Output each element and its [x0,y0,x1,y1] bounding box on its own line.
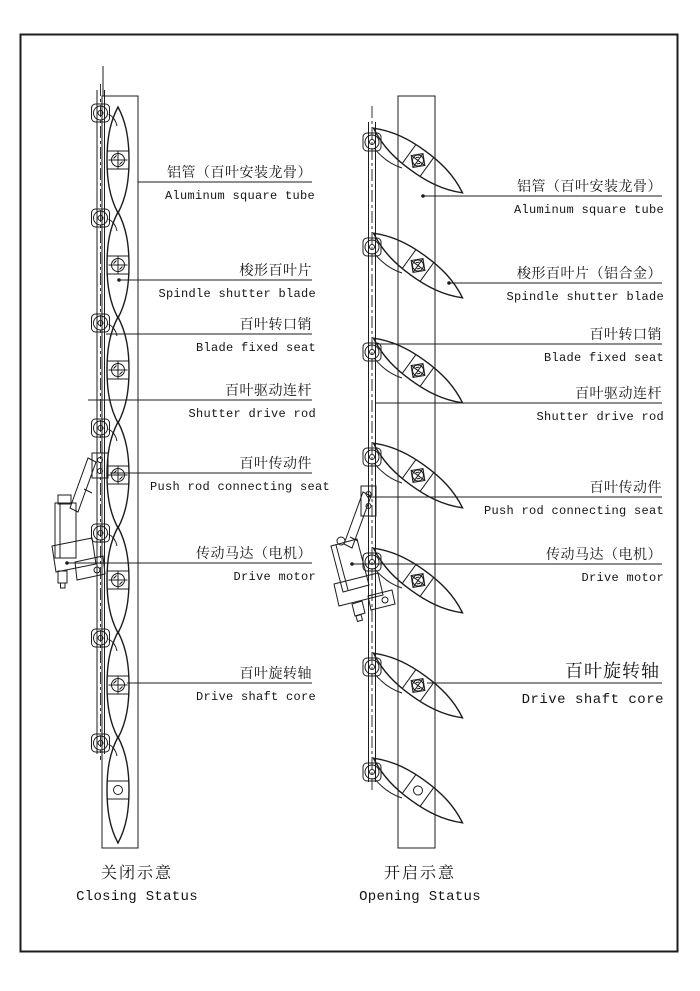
leader-dot [447,281,451,285]
drive-motor-assembly [331,486,395,622]
left-label-aluminum-tube [138,164,315,203]
right-caption [359,864,481,905]
right-label-blade-fixed-seat [376,326,664,365]
right-label-shaft-core [427,661,664,708]
right-label-spindle-blade [447,265,664,304]
label-zh: 百叶转口销 [589,328,662,343]
shutter-blade-closed [107,107,129,213]
caption-zh: 关闭示意 [100,865,174,882]
drive-motor-assembly [52,453,108,588]
label-zh: 铝管（百叶安装龙骨） [167,166,312,181]
shutter-blade-closed [107,632,129,738]
shutter-blade-open [366,223,469,307]
label-en: Shutter drive rod [536,410,664,424]
label-en: Aluminum square tube [513,203,664,217]
open-blades [366,118,469,832]
label-en: Spindle shutter blade [158,287,316,301]
label-en: Drive motor [581,571,664,585]
shutter-blade-open [366,328,469,412]
left-label-shaft-core [127,666,316,704]
label-zh: 传动马达（电机） [546,548,662,563]
label-zh: 百叶转口销 [239,318,312,333]
label-zh: 传动马达（电机） [196,547,312,562]
shutter-blade-closed [107,422,129,528]
label-zh: 百叶旋转轴 [565,661,660,681]
drawing-border [21,35,678,952]
caption-zh: 开启示意 [383,865,457,882]
left-label-connecting-seat [110,455,330,494]
label-zh: 梭形百叶片 [239,264,312,279]
label-zh: 百叶驱动连杆 [225,384,312,399]
label-en: Drive shaft core [521,692,664,708]
label-en: Push rod connecting seat [483,504,664,518]
label-zh: 梭形百叶片（铝合金） [517,267,662,282]
motor-nipple [58,571,67,583]
shutter-blade-open [366,538,469,622]
label-en: Aluminum square tube [164,189,315,203]
label-zh: 百叶旋转轴 [239,667,312,682]
left-caption [76,864,198,905]
shutter-blade-open [366,643,469,727]
shutter-blade-closed [107,317,129,423]
label-en: Blade fixed seat [195,341,316,355]
label-en: Drive shaft core [195,690,316,704]
left-assembly-closed [52,66,138,848]
leader-dot [65,561,69,565]
left-label-spindle-blade [117,262,316,301]
label-en: Push rod connecting seat [149,480,330,494]
right-label-drive-rod [376,385,664,424]
shutter-blade-open [366,433,469,517]
leader-dot [117,278,121,282]
label-en: Spindle shutter blade [506,290,664,304]
shutter-blade-closed [107,527,129,633]
label-en: Shutter drive rod [188,407,316,421]
shutter-blade-open [366,748,469,832]
left-label-drive-motor [65,545,316,584]
label-zh: 百叶传动件 [239,457,312,472]
closed-blades [107,107,129,843]
label-en: Drive motor [233,570,316,584]
motor-nipple [352,601,365,616]
shutter-blade-closed [107,737,129,843]
caption-en: Closing Status [76,889,198,905]
label-zh: 百叶驱动连杆 [575,387,662,402]
label-zh: 铝管（百叶安装龙骨） [517,180,662,195]
shutter-blade-open [366,118,469,202]
motor-body [55,503,76,558]
shutter-blade-closed [107,212,129,318]
label-en: Blade fixed seat [543,351,664,365]
caption-en: Opening Status [359,889,481,905]
leader-dot [421,194,425,198]
gear-housing [52,538,96,572]
leader-dot [350,562,354,566]
right-assembly-open [331,96,470,848]
aluminum-tube [398,96,435,848]
label-zh: 百叶传动件 [589,481,662,496]
